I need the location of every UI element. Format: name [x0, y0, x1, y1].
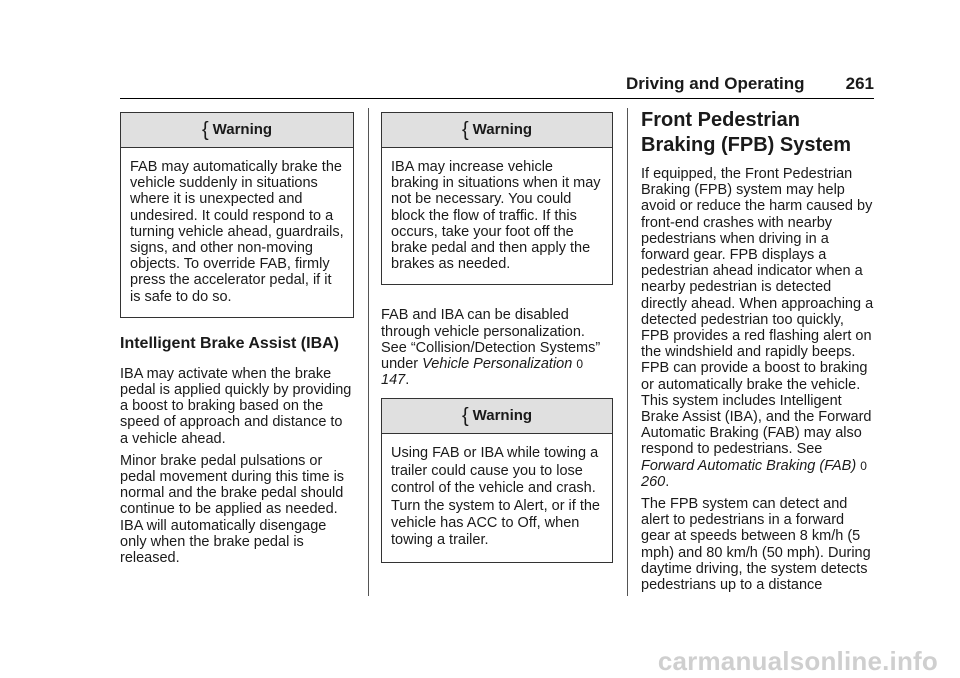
column-divider-right [627, 108, 628, 596]
page-ref-arrow-icon: 0 [576, 357, 584, 372]
paragraph-fpb-2: The FPB system can detect and alert to pedestrians in a forward gear at speeds between 8 km/h (5 mph) and 80 km/h (50 mph). During daytime driving, the system detects pedestrians up to a distance [641, 496, 871, 594]
paragraph-text: If equipped, the Front Pedestrian Braking (FPB) system may help avoid or reduce the harm caused by front-end crashes with nearby pedestrians when driving in a forward gear. FPB displays a pedestrian ahead indicator when a nearby pedestrian is detected directly ahead. When approaching a detected pedestrian too quickly, FPB provides a red flashing alert on the windshield and rapidly beeps. FPB can provide a boost to braking or automatically brake the vehicle. This system includes Intelligent Brake Assist (IBA), and the Forward Automatic Braking (FAB) may also respond to pedestrians. See [641, 166, 874, 458]
paragraph-text: FAB and IBA can be disabled through vehicle personalization. See “Collision/Detection Systems” under [381, 307, 601, 373]
heading-iba: Intelligent Brake Assist (IBA) [120, 334, 340, 352]
warning-box-fab [120, 112, 354, 318]
warning-header [382, 113, 612, 148]
warning-icon: { [201, 119, 209, 141]
warning-text: IBA may increase vehicle braking in situations when it may not be necessary. You could block the flow of traffic. If this occurs, take your foot off the brake pedal and then apply the brakes as needed. [391, 159, 601, 273]
paragraph-disable: FAB and IBA can be disabled through vehicle personalization. See “Collision/Detection Systems” under Vehicle Personalization 0 147. [381, 307, 601, 389]
paragraph-iba-2: Minor brake pedal pulsations or pedal movement during this time is normal and the brake pedal should continue to be applied as needed. IBA will automatically disengage only when the brake pedal is released. [120, 452, 345, 567]
column-3 [641, 109, 875, 599]
header-rule [120, 98, 874, 99]
warning-header [121, 113, 353, 148]
warning-box-iba [381, 112, 613, 285]
paragraph-iba-1: IBA may activate when the brake pedal is applied quickly by providing a boost to braking based on the speed of approach and distance to a vehicle ahead. [120, 365, 352, 447]
column-divider-left [368, 108, 369, 596]
warning-title: Warning [472, 121, 533, 138]
cross-reference-link[interactable]: Vehicle Personalization 0 147 [381, 356, 584, 389]
page-number: 261 [845, 74, 874, 93]
column-2 [381, 112, 613, 563]
heading-fpb: Front Pedestrian Braking (FPB) System [641, 109, 852, 156]
warning-text: FAB may automatically brake the vehicle suddenly in situations where it is unexpected and undesired. It could respond to a turning vehicle ahead, guardrails, signs, and other non-moving objects. To override FAB, firmly press the accelerator pedal, if it is safe to do so. [130, 159, 344, 305]
section-title: Driving and Operating [626, 74, 805, 93]
paragraph-fpb-1: If equipped, the Front Pedestrian Braking (FPB) system may help avoid or reduce the harm caused by front-end crashes with nearby pedestrians when driving in a forward gear. FPB displays a pedestrian ahead indicator when a nearby pedestrian is detected directly ahead. When approaching a detected pedestrian too quickly, FPB provides a red flashing alert on the windshield and rapidly beeps. FPB can provide a boost to braking or automatically brake the vehicle. This system includes Intelligent Brake Assist (IBA), and the Forward Automatic Braking (FAB) may also respond to pedestrians. See Forward Automatic Braking (FAB) 0 260. [641, 166, 874, 490]
warning-text: Using FAB or IBA while towing a trailer could cause you to lose control of the vehicle and crash. Turn the system to Alert, or if the vehicle has ACC to Off, when towing a trailer. [391, 445, 600, 549]
cross-reference-link[interactable]: Forward Automatic Braking (FAB) 0 260 [641, 457, 867, 490]
watermark-text: carmanualsonline.info [657, 646, 938, 676]
warning-header [382, 399, 612, 434]
warning-icon: { [461, 119, 469, 141]
page-ref-arrow-icon: 0 [860, 458, 867, 473]
running-header [626, 72, 874, 96]
warning-title: Warning [212, 121, 273, 138]
warning-icon: { [461, 405, 469, 428]
warning-box-towing [381, 398, 613, 562]
column-1 [120, 112, 354, 572]
warning-title: Warning [472, 407, 533, 425]
